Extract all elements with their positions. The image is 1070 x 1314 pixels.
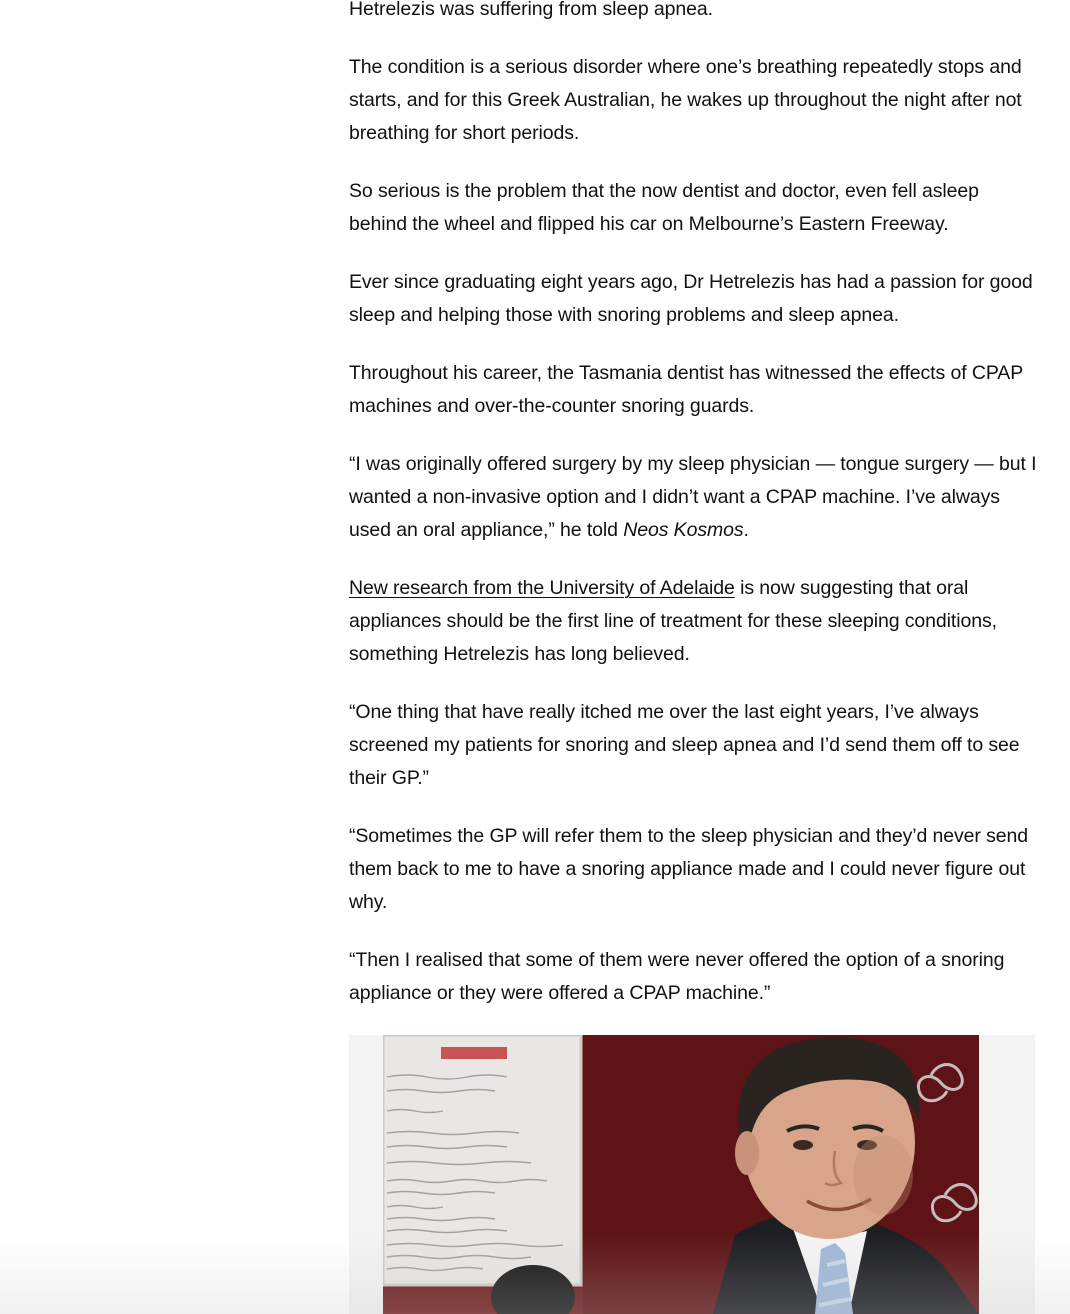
portrait-image xyxy=(383,1035,979,1314)
quote-text: “I was originally offered surgery by my sleep physician — tongue surgery — but I wanted a non-invasive option and I didn’t want a CPAP machine. I’ve always used an oral appliance,” he told xyxy=(349,453,1037,541)
article-paragraph-2: The condition is a serious disorder where one’s breathing repeatedly stops and starts, and for this Greek Australian, he wakes up throughout the night after not breathing for short periods. xyxy=(349,56,1022,144)
research-text: is now suggesting that oral appliances should be the first line of treatment for these sleeping conditions, something Hetrelezis has long believed. xyxy=(349,577,997,665)
article-paragraph-5: Throughout his career, the Tasmania dentist has witnessed the effects of CPAP machines and over-the-counter snoring guards. xyxy=(349,362,1023,417)
article-photo-container xyxy=(349,1035,1035,1314)
article-paragraph-10: “Then I realised that some of them were never offered the option of a snoring appliance or they were offered a CPAP machine.” xyxy=(349,949,1005,1004)
article-paragraph-7 xyxy=(349,572,1039,671)
article-paragraph-4: Ever since graduating eight years ago, Dr Hetrelezis has had a passion for good sleep and helping those with snoring problems and sleep apnea. xyxy=(349,271,1033,326)
article-paragraph-1: Hetrelezis was suffering from sleep apnea. xyxy=(349,0,713,20)
article-paragraph-8: “One thing that have really itched me over the last eight years, I’ve always screened my patients for snoring and sleep apnea and I’d send them off to see their GP.” xyxy=(349,701,1020,789)
article-paragraph-3: So serious is the problem that the now dentist and doctor, even fell asleep behind the wheel and flipped his car on Melbourne’s Eastern Freeway. xyxy=(349,180,979,235)
publication-name: Neos Kosmos xyxy=(623,519,744,541)
article-paragraph-9: “Sometimes the GP will refer them to the sleep physician and they’d never send them back to me to have a snoring appliance made and I could never figure out why. xyxy=(349,825,1029,913)
article-photo[interactable] xyxy=(383,1035,979,1314)
article-body xyxy=(349,0,1039,1035)
research-link[interactable]: New research from the University of Adelaide xyxy=(349,577,735,599)
article-paragraph-6 xyxy=(349,448,1039,547)
quote-end: . xyxy=(743,519,749,541)
